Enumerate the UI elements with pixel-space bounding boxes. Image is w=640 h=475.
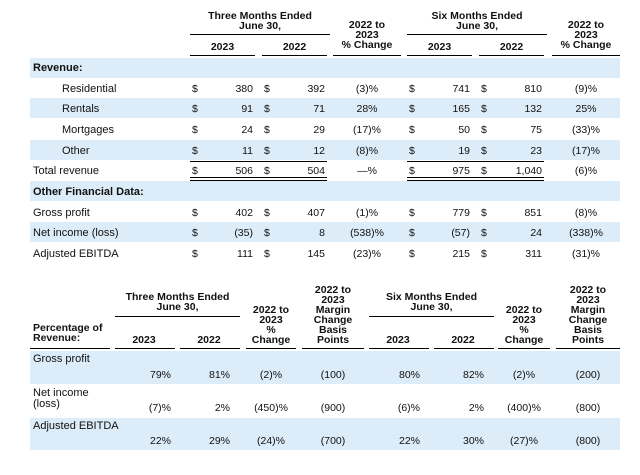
currency-symbol: $ — [481, 227, 487, 239]
value-q2-2023: 111 — [237, 248, 253, 260]
value-h1-2022: 311 — [525, 248, 542, 260]
currency-symbol: $ — [264, 103, 270, 115]
row-label: Adjusted EBITDA — [33, 420, 119, 432]
value-h1-2022: 30% — [462, 435, 484, 447]
currency-symbol: $ — [264, 124, 270, 136]
header-pct-change: 2022 to 2023 % Change — [251, 304, 291, 346]
value-h1-2022: 75 — [530, 124, 542, 136]
value-q-pct-change: (24)% — [256, 435, 285, 447]
row-label: Adjusted EBITDA — [33, 248, 119, 260]
currency-symbol: $ — [192, 227, 198, 239]
header-year-2022: 2022 — [499, 41, 524, 53]
header-rule — [407, 55, 472, 56]
value-q-margin-change: (900) — [320, 402, 346, 414]
value-q-pct-change: (2)% — [259, 369, 283, 381]
header-rule — [369, 316, 494, 317]
value-h-pct-change: (400)% — [507, 402, 541, 414]
header-rule — [369, 348, 429, 349]
currency-symbol: $ — [192, 248, 198, 260]
total-rule-top — [407, 161, 544, 162]
header-margin-change: 2022 to 2023 Margin Change Basis Points — [568, 284, 608, 346]
header-year-2023: 2023 — [132, 334, 156, 346]
value-h1-2023: 975 — [452, 165, 470, 177]
currency-symbol: $ — [409, 124, 415, 136]
value-h1-2022: 82% — [462, 369, 484, 381]
currency-symbol: $ — [264, 165, 270, 177]
total-double-rule — [407, 177, 544, 181]
header-pct-change: 2022 to 2023 % Change — [504, 304, 544, 346]
value-q2-2022: 145 — [307, 248, 325, 260]
row-label: Residential — [62, 83, 117, 95]
value-h-pct-change: (17)% — [571, 145, 600, 157]
value-q2-2022: 29 — [313, 124, 325, 136]
header-margin-change: 2022 to 2023 Margin Change Basis Points — [313, 284, 353, 346]
value-h1-2023: 19 — [458, 145, 470, 157]
currency-symbol: $ — [192, 165, 198, 177]
value-h1-2022: 1,040 — [515, 165, 542, 177]
currency-symbol: $ — [409, 145, 415, 157]
currency-symbol: $ — [409, 83, 415, 95]
value-q-pct-change: —% — [357, 165, 377, 177]
value-h-margin-change: (800) — [575, 402, 601, 414]
value-q2-2023: 22% — [149, 435, 171, 447]
value-h1-2023: 779 — [452, 207, 470, 219]
currency-symbol: $ — [192, 103, 198, 115]
row-label: Other — [62, 145, 90, 157]
header-rule — [115, 348, 175, 349]
currency-symbol: $ — [481, 145, 487, 157]
section-other-financial-data: Other Financial Data: — [33, 186, 144, 198]
row-label: Mortgages — [62, 124, 114, 136]
value-q2-2023: 79% — [149, 369, 171, 381]
row-label: Net income (loss) — [33, 227, 119, 239]
currency-symbol: $ — [481, 248, 487, 260]
value-q2-2023: 24 — [241, 124, 253, 136]
value-q-pct-change: (3)% — [355, 83, 379, 95]
value-q2-2022: 8 — [319, 227, 325, 239]
header-year-2022: 2022 — [451, 334, 475, 346]
value-q-pct-change: (1)% — [355, 207, 379, 219]
value-q2-2022: 81% — [208, 369, 230, 381]
value-q2-2023: (35) — [234, 227, 253, 239]
value-h-pct-change: (8)% — [574, 207, 598, 219]
value-q-margin-change: (100) — [320, 369, 346, 381]
value-q2-2023: 91 — [241, 103, 253, 115]
value-h1-2022: 132 — [524, 103, 542, 115]
row-label: Rentals — [62, 103, 100, 115]
header-rule — [498, 348, 550, 349]
value-h1-2023: 215 — [452, 248, 470, 260]
row-band — [30, 58, 620, 78]
value-h-pct-change: (31)% — [571, 248, 600, 260]
header-rule — [262, 55, 327, 56]
value-q-margin-change: (700) — [320, 435, 346, 447]
value-h-pct-change: (2)% — [512, 369, 536, 381]
value-q-pct-change: (450)% — [254, 402, 288, 414]
currency-symbol: $ — [264, 227, 270, 239]
value-h-pct-change: (338)% — [569, 227, 603, 239]
value-h1-2022: 24 — [530, 227, 542, 239]
header-year-2022: 2022 — [282, 41, 307, 53]
value-h1-2023: (57) — [451, 227, 470, 239]
header-rule — [30, 348, 110, 349]
currency-symbol: $ — [409, 207, 415, 219]
value-h1-2023: 50 — [458, 124, 470, 136]
value-h-margin-change: (200) — [575, 369, 601, 381]
value-q-pct-change: (23)% — [352, 248, 381, 260]
value-h1-2023: 80% — [398, 369, 420, 381]
row-label: Gross profit — [33, 207, 90, 219]
header-rule — [333, 55, 401, 56]
value-h1-2022: 851 — [524, 207, 542, 219]
currency-symbol: $ — [481, 124, 487, 136]
value-q2-2022: 12 — [313, 145, 325, 157]
value-q-pct-change: (538)% — [350, 227, 384, 239]
currency-symbol: $ — [481, 207, 487, 219]
value-q-pct-change: 28% — [356, 103, 378, 115]
header-six-months: Six Months Ended June 30, — [431, 10, 523, 32]
header-year-2023: 2023 — [386, 334, 410, 346]
currency-symbol: $ — [481, 83, 487, 95]
row-label: Gross profit — [33, 353, 90, 365]
value-q-pct-change: (17)% — [352, 124, 381, 136]
currency-symbol: $ — [192, 145, 198, 157]
currency-symbol: $ — [481, 103, 487, 115]
value-h1-2023: 741 — [452, 83, 470, 95]
header-rule — [552, 55, 620, 56]
header-pct-change: 2022 to 2023 % Change — [341, 19, 393, 51]
header-rule — [246, 348, 296, 349]
currency-symbol: $ — [409, 165, 415, 177]
value-h1-2022: 23 — [530, 145, 542, 157]
header-rule — [190, 55, 255, 56]
header-rule — [407, 34, 547, 35]
value-h-pct-change: 25% — [575, 103, 597, 115]
header-pct-change: 2022 to 2023 % Change — [560, 19, 612, 51]
header-year-2023: 2023 — [210, 41, 235, 53]
currency-symbol: $ — [264, 145, 270, 157]
currency-symbol: $ — [409, 248, 415, 260]
header-rule — [302, 348, 364, 349]
row-label: Total revenue — [33, 165, 100, 177]
currency-symbol: $ — [192, 207, 198, 219]
total-rule-top — [190, 161, 327, 162]
header-rule — [434, 348, 494, 349]
value-h1-2023: (6)% — [397, 402, 420, 414]
value-h-margin-change: (800) — [575, 435, 601, 447]
currency-symbol: $ — [192, 124, 198, 136]
value-q2-2022: 392 — [307, 83, 325, 95]
currency-symbol: $ — [409, 103, 415, 115]
currency-symbol: $ — [264, 207, 270, 219]
header-rule — [190, 34, 330, 35]
currency-symbol: $ — [409, 227, 415, 239]
header-pct-of-revenue: Percentage of Revenue: — [33, 322, 103, 344]
value-q2-2023: 11 — [242, 145, 253, 157]
header-three-months: Three Months Ended June 30, — [125, 291, 230, 313]
value-q2-2022: 407 — [307, 207, 325, 219]
header-six-months: Six Months Ended June 30, — [385, 291, 477, 313]
value-h-pct-change: (6)% — [574, 165, 598, 177]
value-h-pct-change: (27)% — [509, 435, 538, 447]
header-rule — [180, 348, 240, 349]
currency-symbol: $ — [264, 83, 270, 95]
header-year-2022: 2022 — [197, 334, 221, 346]
header-year-2023: 2023 — [427, 41, 452, 53]
value-h1-2022: 2% — [468, 402, 484, 414]
value-h1-2023: 165 — [452, 103, 470, 115]
value-q2-2023: 402 — [235, 207, 253, 219]
total-double-rule — [190, 177, 327, 181]
currency-symbol: $ — [264, 248, 270, 260]
header-rule — [115, 316, 240, 317]
value-h1-2022: 810 — [524, 83, 542, 95]
value-q2-2022: 29% — [208, 435, 230, 447]
row-label: Net income (loss) — [33, 387, 89, 410]
value-q2-2023: 506 — [235, 165, 253, 177]
value-q2-2023: (7)% — [148, 402, 171, 414]
currency-symbol: $ — [481, 165, 487, 177]
value-h1-2023: 22% — [398, 435, 420, 447]
value-q2-2022: 71 — [313, 103, 325, 115]
value-q2-2023: 380 — [235, 83, 253, 95]
header-three-months: Three Months Ended June 30, — [208, 10, 312, 32]
value-q2-2022: 504 — [307, 165, 325, 177]
value-q2-2022: 2% — [214, 402, 230, 414]
header-rule — [556, 348, 620, 349]
value-q-pct-change: (8)% — [355, 145, 379, 157]
value-h-pct-change: (9)% — [574, 83, 598, 95]
value-h-pct-change: (33)% — [571, 124, 600, 136]
section-revenue: Revenue: — [33, 62, 83, 74]
header-rule — [479, 55, 544, 56]
currency-symbol: $ — [192, 83, 198, 95]
